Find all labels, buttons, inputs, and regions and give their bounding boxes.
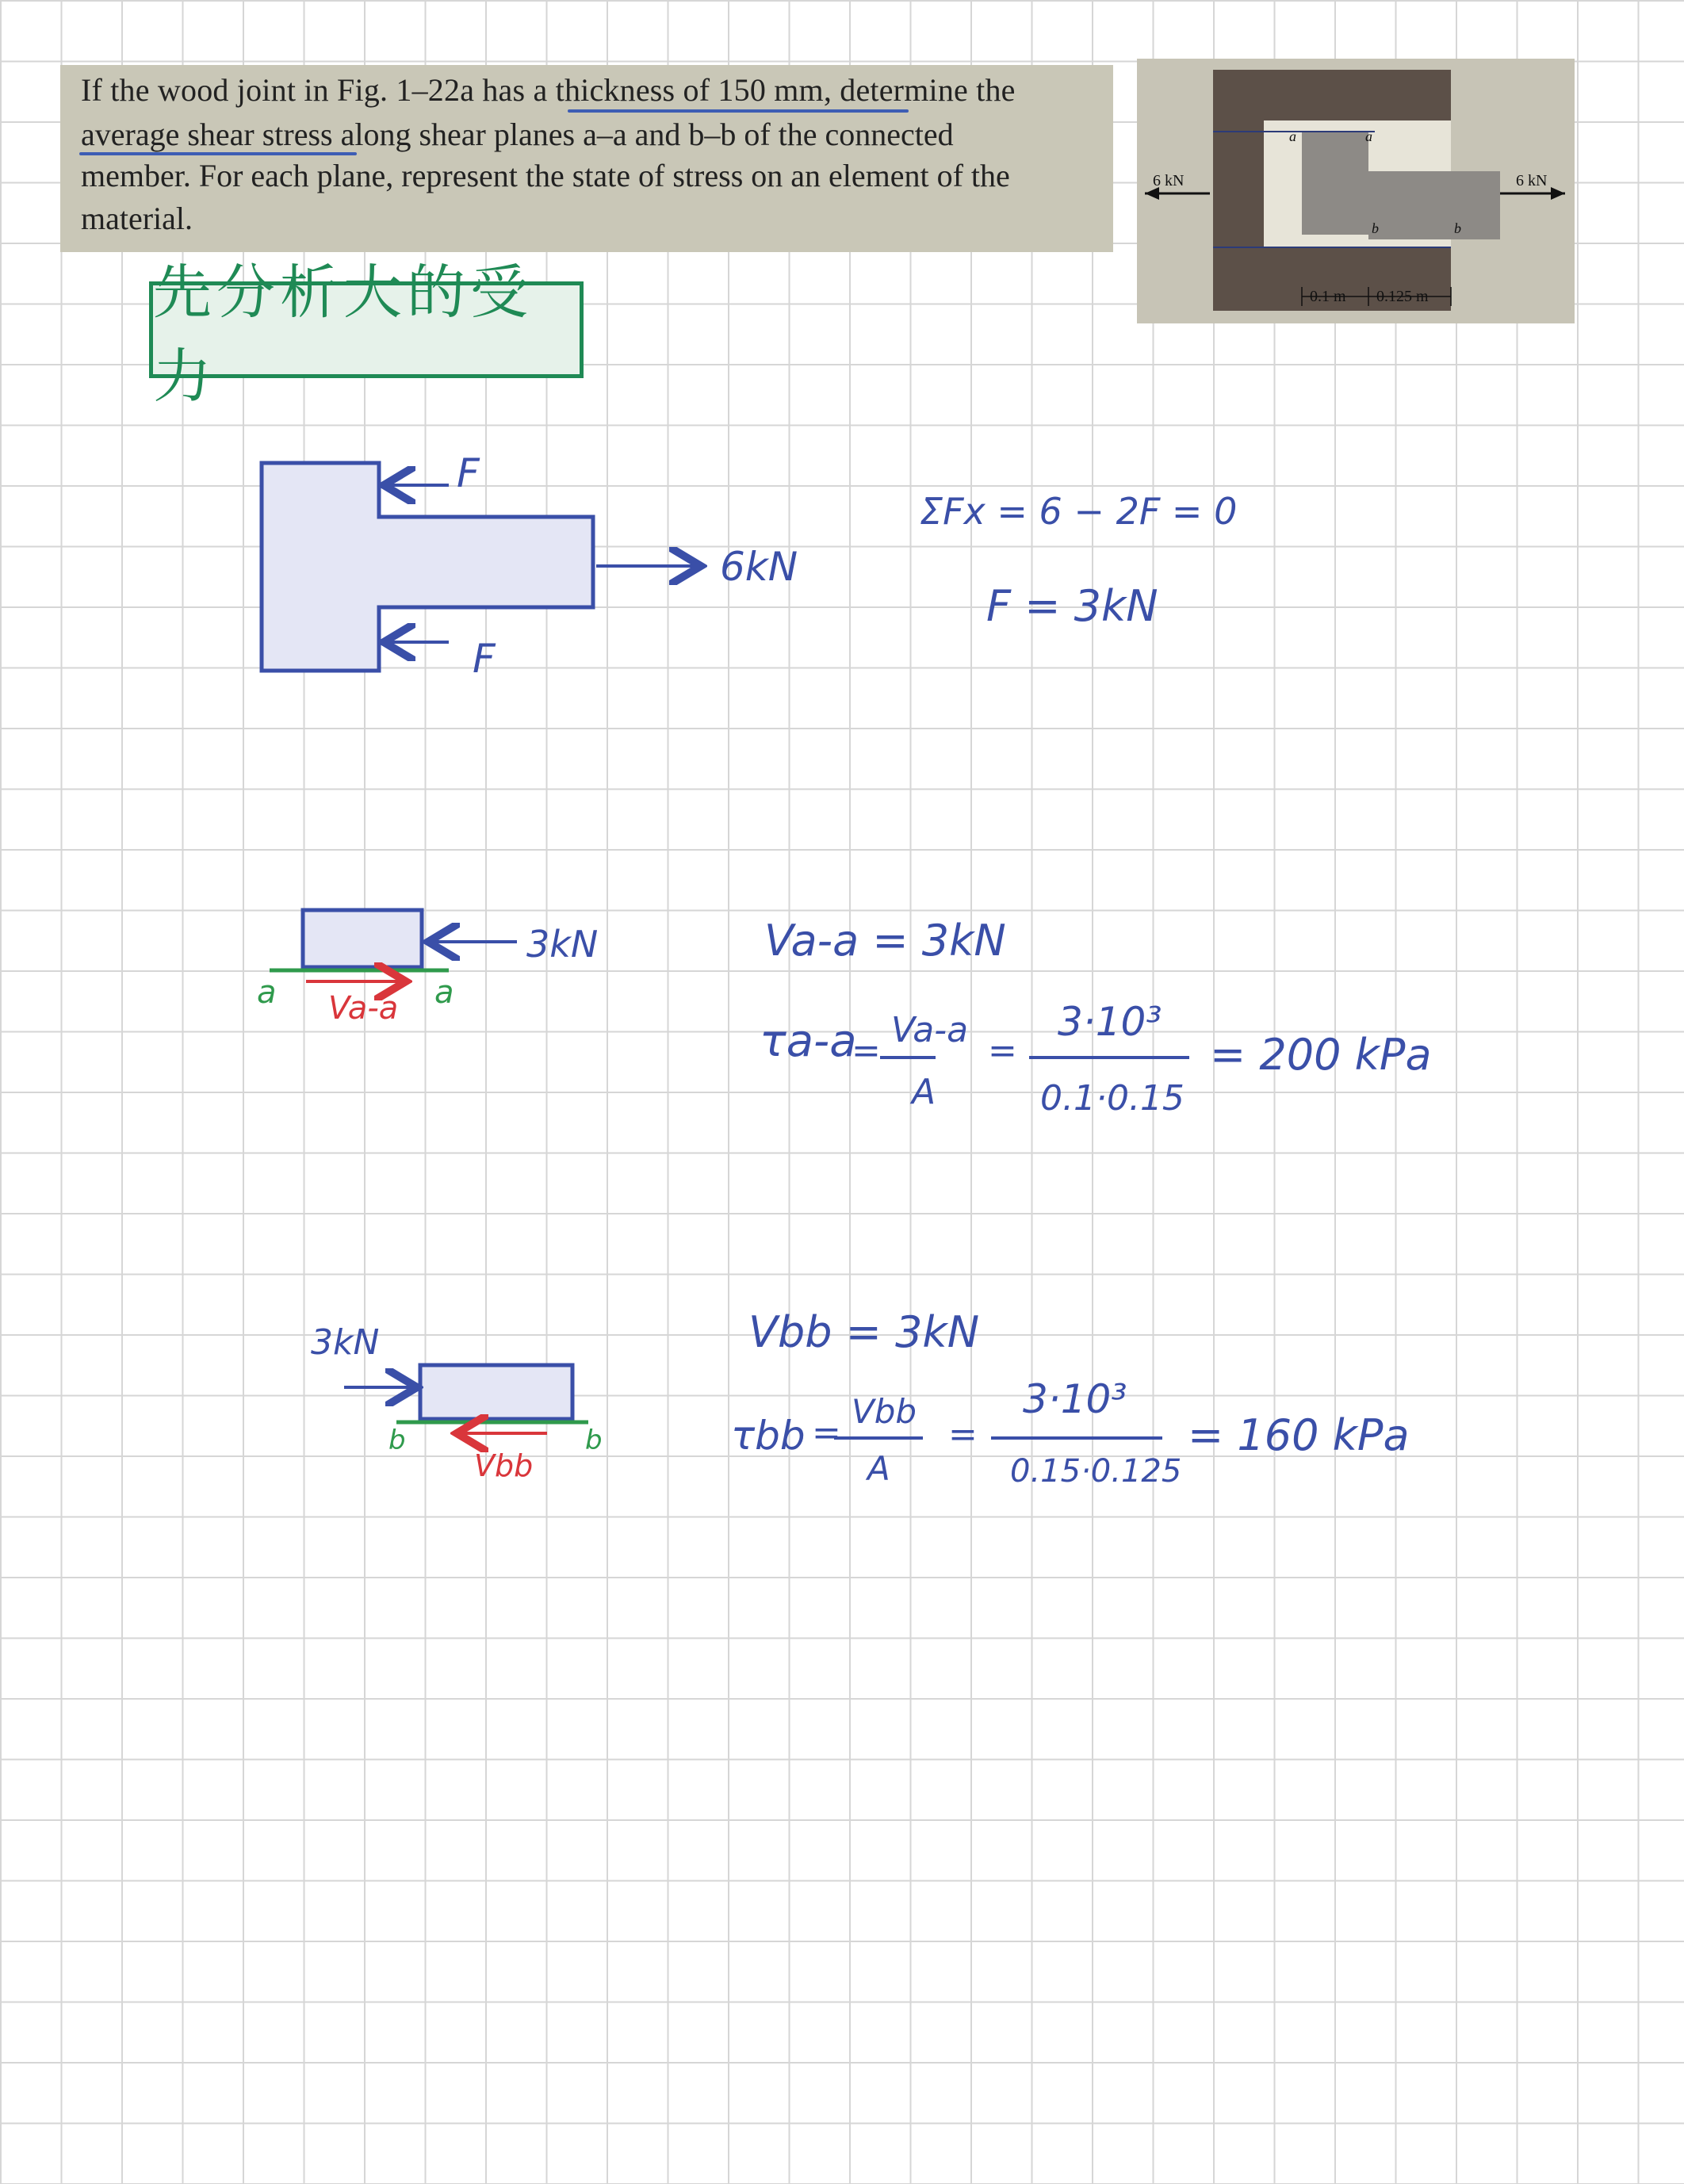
section-aa-shear-label: Va-a	[328, 990, 399, 1027]
section-aa-frac1-num: Va-a	[891, 1010, 969, 1050]
section-bb-tau-label: τbb	[731, 1413, 806, 1459]
section-bb-frac2-num: 3·10³	[1023, 1376, 1127, 1422]
section-aa-frac2-den: 0.1·0.15	[1040, 1078, 1185, 1119]
equilibrium-result: F = 3kN	[986, 581, 1158, 631]
section-bb-frac1-num: Vbb	[852, 1392, 917, 1431]
plane-a-left-label: a	[1289, 128, 1296, 144]
section-aa-plane-right: a	[434, 974, 454, 1011]
section-aa-block	[303, 910, 422, 967]
force-f-bottom-label: F	[473, 636, 496, 682]
section-bb-plane-right: b	[585, 1425, 603, 1456]
note-banner: 先分析大的受力	[149, 281, 584, 378]
dimension-label-1: 0.1 m	[1310, 288, 1346, 305]
section-bb-result: = 160 kPa	[1188, 1410, 1410, 1460]
plane-a-right-label: a	[1365, 128, 1372, 144]
section-aa-frac1-den: A	[912, 1072, 936, 1112]
dimension-label-2: 0.125 m	[1376, 288, 1429, 305]
section-bb-block	[420, 1365, 572, 1419]
section-bb-plane-left: b	[388, 1425, 406, 1456]
plane-b-left-label: b	[1372, 220, 1379, 236]
section-aa-frac2-num: 3·10³	[1058, 999, 1162, 1045]
problem-line-3: member. For each plane, represent the state of stress on an element of the	[81, 158, 1010, 193]
force-f-top-label: F	[457, 450, 480, 496]
section-aa-plane-left: a	[257, 974, 277, 1011]
section-aa-result: = 200 kPa	[1210, 1030, 1432, 1080]
section-bb-frac1-den: A	[867, 1449, 890, 1488]
plane-b-right-label: b	[1454, 220, 1461, 236]
equilibrium-equation: ΣFx = 6 − 2F = 0	[920, 490, 1238, 533]
problem-line-1: If the wood joint in Fig. 1–22a has a thickness of 150 mm, determine the	[81, 72, 1016, 108]
section-bb-shear-label: Vbb	[474, 1448, 534, 1483]
section-aa-load-label: 3kN	[526, 923, 599, 966]
member-fbd-shape	[262, 463, 593, 671]
force-right-label: 6 kN	[1516, 172, 1548, 189]
problem-line-4: material.	[81, 201, 193, 236]
section-bb-shear-force: Vbb = 3kN	[748, 1307, 980, 1357]
section-aa-tau-label: τa-a	[760, 1016, 857, 1067]
section-aa-shear-force: Va-a = 3kN	[764, 916, 1006, 966]
applied-load-label: 6kN	[720, 544, 798, 590]
problem-line-2: average shear stress along shear planes a–a and b–b of the connected	[81, 117, 954, 152]
force-left-label: 6 kN	[1153, 172, 1185, 189]
section-bb-load-label: 3kN	[311, 1322, 380, 1363]
section-bb-frac2-den: 0.15·0.125	[1010, 1453, 1182, 1490]
